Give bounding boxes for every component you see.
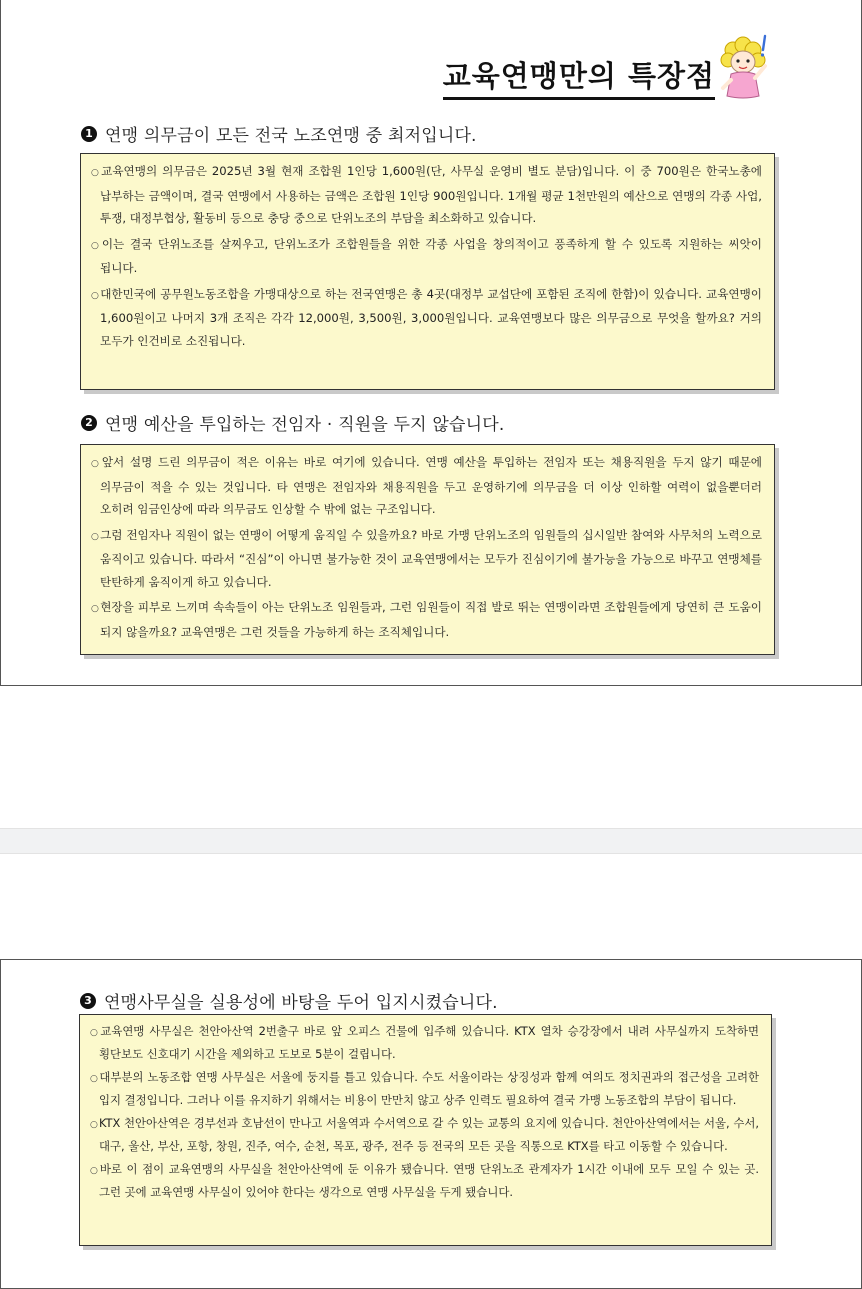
number-2-icon: 2 xyxy=(81,415,97,431)
section-3-paragraph: ○바로 이 점이 교육연맹의 사무실을 천안아산역에 둔 이유가 됐습니다. 연맹 단위노조 관계자가 1시간 이내에 모두 모일 수 있는 곳. 그런 곳에 교육연맹 사무실이 있어야 한다는 생각으로 연맹 사무실을 두게 됐습니다. xyxy=(90,1162,759,1199)
section-title-text-1: 연맹 의무금이 모든 전국 노조연맹 중 최저입니다. xyxy=(105,126,477,146)
section-1-paragraph: ○이는 결국 단위노조를 살찌우고, 단위노조가 조합원들을 위한 각종 사업을 창의적이고 풍족하게 할 수 있도록 지원하는 씨앗이 됩니다. xyxy=(91,236,762,275)
page-separator xyxy=(0,828,862,854)
bullet-icon: ○ xyxy=(91,168,101,178)
bullet-icon: ○ xyxy=(91,290,100,301)
section-2-paragraph: ○앞서 설명 드린 의무금이 적은 이유는 바로 여기에 있습니다. 연맹 예산을 투입하는 전임자 또는 채용직원을 두지 않기 때문에 의무금이 적을 수 있는 것입니다. 타 연맹은 전임자와 채용직원을 두고 운영하기에 의무금을 더 이상 인하할 여력이 없을뿐더러 오히려 임금인상에 따라 의무금도 인상할 수 밖에 없는 구조입니다. xyxy=(91,455,762,516)
section-3-paragraph: ○KTX 천안아산역은 경부선과 호남선이 만나고 서울역과 수서역으로 갈 수 있는 교통의 요지에 있습니다. 천안아산역에서는 서울, 수서, 대구, 울산, 부산, 포항, 창원, 진주, 여수, 순천, 목포, 광주, 전주 등 전국의 모든 곳을 직통으로 KTX를 타고 이동할 수 있습니다. xyxy=(90,1116,759,1153)
section-1-paragraph: ○대한민국에 공무원노동조합을 가맹대상으로 하는 전국연맹은 총 4곳(대정부 교섭단에 포함된 조직에 한함)이 있습니다. 교육연맹이 1,600원이고 나머지 3개 조직은 각각 12,000원, 3,500원, 3,000원입니다. 교육연맹보다 많은 의무금으로 무엇을 할까요? 거의 모두가 인건비로 소진됩니다. xyxy=(91,286,762,348)
bullet-icon: ○ xyxy=(90,1074,99,1084)
section-title-text-2: 연맹 예산을 투입하는 전임자 · 직원을 두지 않습니다. xyxy=(105,415,505,435)
page-title: 교육연맹만의 특장점 xyxy=(443,57,715,100)
section-3-paragraph: ○대부분의 노동조합 연맹 사무실은 서울에 둥지를 틀고 있습니다. 수도 서울이라는 상징성과 함께 여의도 정치권과의 접근성을 고려한 입지 결정입니다. 그러나 이를 유지하기 위해서는 비용이 만만치 않고 상주 인력도 필요하여 결국 가맹 노동조합의 부담이 됩니다. xyxy=(90,1070,759,1107)
section-title-2 xyxy=(81,410,505,435)
bullet-icon: ○ xyxy=(91,531,100,542)
section-title-1 xyxy=(81,121,477,146)
bullet-icon: ○ xyxy=(91,459,101,469)
bullet-icon: ○ xyxy=(91,240,101,251)
section-title-text-3: 연맹사무실을 실용성에 바탕을 두어 입지시켰습니다. xyxy=(104,993,498,1013)
bullet-icon: ○ xyxy=(90,1120,98,1130)
bullet-icon: ○ xyxy=(90,1166,99,1176)
section-box-2 xyxy=(80,444,775,655)
section-2-paragraph: ○그럼 전임자나 직원이 없는 연맹이 어떻게 움직일 수 있을까요? 바로 가맹 단위노조의 임원들의 십시일반 참여와 사무처의 노력으로 움직이고 있습니다. 따라서 “진심”이 아니면 불가능한 것이 교육연맹에서는 모두가 진심이기에 불가능을 가능으로 바꾸고 연맹체를 탄탄하게 움직이게 하고 있습니다. xyxy=(91,527,762,589)
mascot-character-icon xyxy=(713,32,771,104)
number-3-icon: 3 xyxy=(80,993,96,1009)
section-3-paragraph: ○교육연맹 사무실은 천안아산역 2번출구 바로 앞 오피스 건물에 입주해 있습니다. KTX 열차 승강장에서 내려 사무실까지 도착하면 횡단보도 신호대기 시간을 제외하고 도보로 5분이 걸립니다. xyxy=(90,1024,759,1061)
heading-container xyxy=(443,33,715,103)
number-1-icon: 1 xyxy=(81,126,97,142)
section-1-paragraph: ○교육연맹의 의무금은 2025년 3월 현재 조합원 1인당 1,600원(단, 사무실 운영비 별도 분담)입니다. 이 중 700원은 한국노총에 납부하는 금액이며, 결국 연맹에서 사용하는 금액은 조합원 1인당 900원입니다. 1개월 평균 1천만원의 예산으로 연맹의 각종 사업, 투쟁, 대정부협상, 활동비 등으로 충당 중으로 단위노조의 부담을 최소화하고 있습니다. xyxy=(91,164,762,225)
section-title-3 xyxy=(80,988,498,1013)
bullet-icon: ○ xyxy=(91,604,100,614)
section-2-paragraph: ○현장을 피부로 느끼며 속속들이 아는 단위노조 임원들과, 그런 임원들이 직접 발로 뛰는 연맹이라면 조합원들에게 당연히 큰 도움이 되지 않을까요? 교육연맹은 그런 것들을 가능하게 하는 조직체입니다. xyxy=(91,600,762,639)
section-box-1 xyxy=(80,153,775,390)
bullet-icon: ○ xyxy=(90,1028,100,1038)
section-box-3 xyxy=(79,1014,772,1246)
